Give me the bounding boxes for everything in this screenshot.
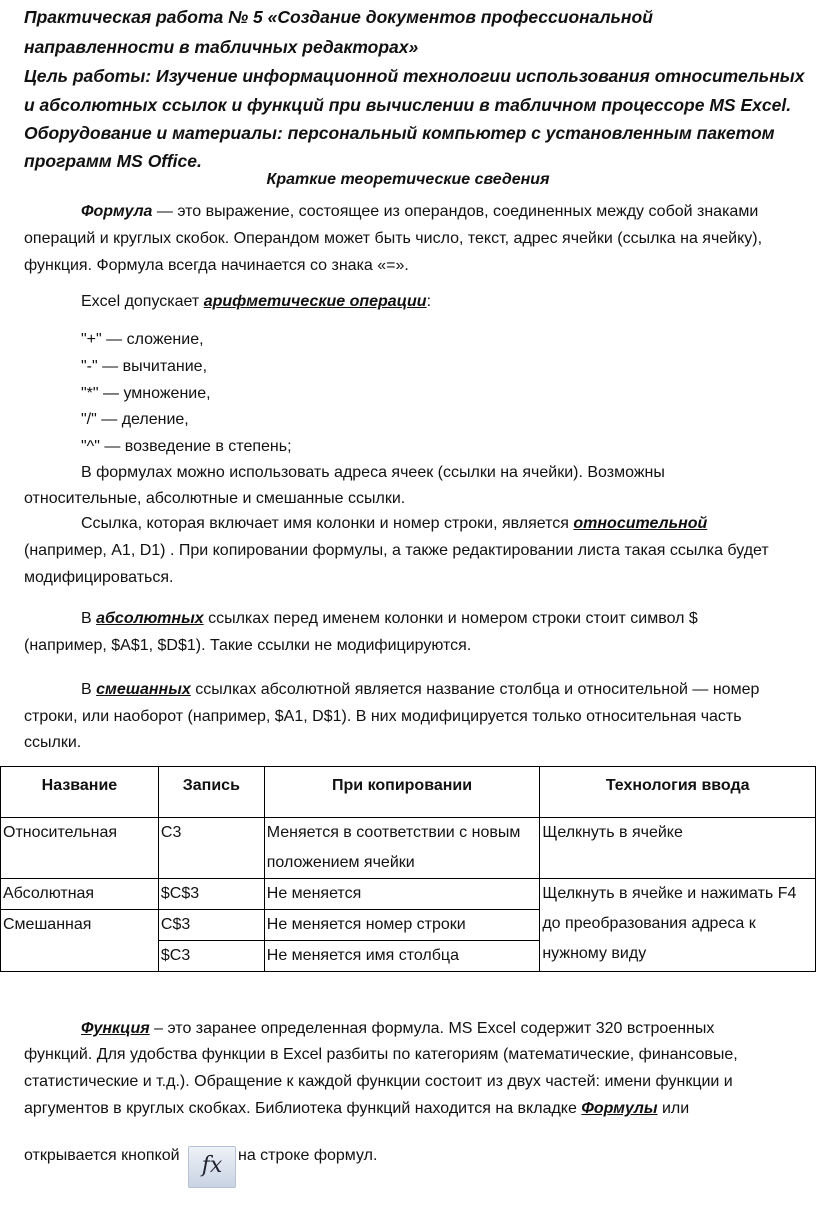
cell-tech: Щелкнуть в ячейке bbox=[540, 818, 816, 879]
mixed-line-1 bbox=[81, 675, 816, 705]
cell-copy: Не меняется имя столбца bbox=[264, 941, 540, 972]
arith-pre: Excel допускает bbox=[81, 293, 204, 310]
formula-text-1: — это выражение, состоящее из операндов, соединенных между собой знаками bbox=[152, 203, 759, 220]
term-function: Функция bbox=[81, 1020, 150, 1037]
cell-record: $C$3 bbox=[158, 879, 264, 910]
function-text-5: открывается кнопкой bbox=[24, 1147, 184, 1164]
table-row bbox=[1, 818, 816, 879]
cell-name: Смешанная bbox=[1, 910, 159, 972]
refs-line-1: В формулах можно использовать адреса ячеек (ссылки на ячейки). Возможны bbox=[81, 464, 665, 481]
op-pow: "^" — возведение в степень; bbox=[81, 438, 292, 455]
function-text-4b: или bbox=[657, 1100, 690, 1117]
refs-line-2: относительные, абсолютные и смешанные ссылки. bbox=[24, 490, 406, 507]
reference-types-table bbox=[0, 766, 816, 972]
goal-line-2: и абсолютных ссылок и функций при вычислении в табличном процессоре MS Excel. bbox=[24, 95, 792, 115]
absolute-pre: В bbox=[81, 610, 97, 627]
op-mul: "*" — умножение, bbox=[81, 385, 211, 402]
cell-record: $C3 bbox=[158, 941, 264, 972]
formula-line-1 bbox=[81, 197, 816, 227]
function-text-1: – это заранее определенная формула. MS Excel содержит 320 встроенных bbox=[149, 1020, 715, 1037]
header-copy: При копировании bbox=[264, 767, 540, 818]
cell-record: C3 bbox=[158, 818, 264, 879]
mixed-post: ссылках абсолютной является название столбца и относительной — номер bbox=[190, 681, 760, 698]
header-name: Название bbox=[1, 767, 159, 818]
cell-copy: Не меняется номер строки bbox=[264, 910, 540, 941]
section-subtitle: Краткие теоретические сведения bbox=[266, 171, 550, 188]
absolute-post: ссылках перед именем колонки и номером строки стоит символ $ bbox=[203, 610, 698, 627]
relative-line-3: модифицироваться. bbox=[24, 569, 174, 586]
absolute-line-1 bbox=[81, 604, 816, 634]
cell-copy: Меняется в соответствии с новым положением ячейки bbox=[264, 818, 540, 879]
function-line-4 bbox=[24, 1094, 814, 1124]
cell-tech: Щелкнуть в ячейке и нажимать F4 до преобразования адреса к нужному виду bbox=[540, 879, 816, 972]
arith-line bbox=[81, 287, 816, 317]
absolute-line-2: (например, $A$1, $D$1). Такие ссылки не модифицируются. bbox=[24, 637, 472, 654]
function-text-5b: на строке формул. bbox=[237, 1147, 378, 1164]
header-record: Запись bbox=[158, 767, 264, 818]
term-formula: Формула bbox=[81, 203, 153, 220]
mixed-line-3: ссылки. bbox=[24, 734, 82, 751]
formula-line-2: операций и круглых скобок. Операндом может быть число, текст, адрес ячейки (ссылка на ячейку), bbox=[24, 230, 763, 247]
relative-line-1 bbox=[81, 509, 816, 539]
term-relative: относительной bbox=[573, 515, 708, 532]
term-mixed: смешанных bbox=[96, 681, 191, 698]
header-tech: Технология ввода bbox=[540, 767, 816, 818]
cell-record: C$3 bbox=[158, 910, 264, 941]
equipment-line-2: программ MS Office. bbox=[24, 151, 202, 171]
op-div: "/" — деление, bbox=[81, 411, 189, 428]
cell-copy: Не меняется bbox=[264, 879, 540, 910]
function-text-4: аргументов в круглых скобках. Библиотека функций находится на вкладке bbox=[24, 1100, 582, 1117]
mixed-line-2: строки, или наоборот (например, $A1, D$1). В них модифицируется только относительная часть bbox=[24, 708, 742, 725]
op-add: "+" — сложение, bbox=[81, 331, 204, 348]
arith-post: : bbox=[426, 293, 432, 310]
function-line-2: функций. Для удобства функции в Excel разбиты по категориям (математические, финансовые, bbox=[24, 1046, 738, 1063]
mixed-pre: В bbox=[81, 681, 97, 698]
relative-line-2: (например, A1, D1) . При копировании формулы, а также редактировании листа такая ссылка будет bbox=[24, 542, 769, 559]
cell-name: Относительная bbox=[1, 818, 159, 879]
fx-icon: fx bbox=[188, 1146, 236, 1188]
title-line-1: Практическая работа № 5 «Создание документов профессиональной bbox=[24, 7, 653, 27]
goal-line-1: Цель работы: Изучение информационной технологии использования относительных bbox=[24, 66, 805, 86]
term-arith: арифметические операции bbox=[203, 293, 427, 310]
relative-pre: Ссылка, которая включает имя колонки и номер строки, является bbox=[81, 515, 574, 532]
function-line-3: статистические и т.д.). Обращение к каждой функции состоит из двух частей: имени функции и bbox=[24, 1073, 733, 1090]
term-formulas-tab: Формулы bbox=[581, 1100, 658, 1117]
table-row bbox=[1, 879, 816, 910]
cell-name: Абсолютная bbox=[1, 879, 159, 910]
table-header-row bbox=[1, 767, 816, 818]
function-line-5 bbox=[24, 1141, 814, 1188]
title-line-2: направленности в табличных редакторах» bbox=[24, 37, 419, 57]
equipment-line-1: Оборудование и материалы: персональный компьютер с установленным пакетом bbox=[24, 123, 775, 143]
op-sub: "-" — вычитание, bbox=[81, 358, 208, 375]
term-absolute: абсолютных bbox=[96, 610, 204, 627]
formula-line-3: функция. Формула всегда начинается со знака «=». bbox=[24, 257, 409, 274]
